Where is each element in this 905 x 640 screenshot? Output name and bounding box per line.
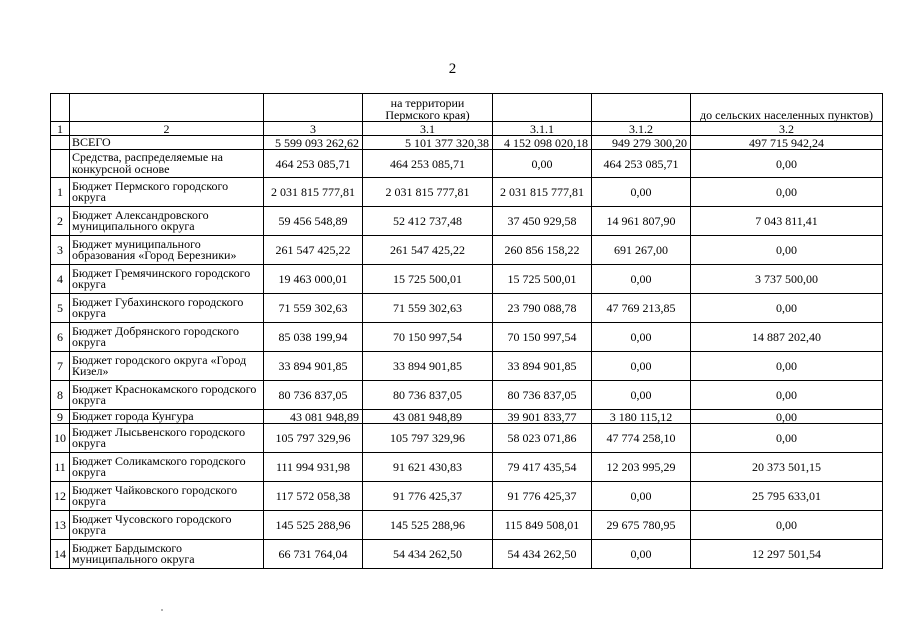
cell-col-3-1-1: 39 901 833,77: [493, 410, 592, 424]
cell-col-3-2: 7 043 811,41: [691, 207, 883, 236]
cell-col-3-1-1: 80 736 837,05: [493, 381, 592, 410]
cell-col-3: 66 731 764,04: [264, 540, 363, 569]
row-index: 14: [51, 540, 70, 569]
row-index: 5: [51, 294, 70, 323]
table-row: [51, 178, 883, 207]
cell-col-3: 71 559 302,63: [264, 294, 363, 323]
row-index: 3: [51, 236, 70, 265]
table-row: [51, 540, 883, 569]
header-cell-idx: [51, 94, 70, 122]
table-row: [51, 323, 883, 352]
cell-col-3-1: 91 776 425,37: [363, 482, 493, 511]
cell-col-3-2: 0,00: [691, 511, 883, 540]
column-numbering-row: [51, 122, 883, 136]
cell-col-3-1: 261 547 425,22: [363, 236, 493, 265]
cell-col-3: 33 894 901,85: [264, 352, 363, 381]
table-row-total: [51, 136, 883, 150]
table-row: [51, 453, 883, 482]
row-name: Бюджет Краснокамского городского округа: [70, 381, 264, 410]
table-row: [51, 150, 883, 178]
header-cell-col-3-1-2: [592, 94, 691, 122]
cell-col-3-1: 2 031 815 777,81: [363, 178, 493, 207]
cell-col-3-1-1: 260 856 158,22: [493, 236, 592, 265]
cell-col-3-1-1: 0,00: [493, 150, 592, 178]
row-name: ВСЕГО: [70, 136, 264, 150]
table-row: [51, 410, 883, 424]
header-cell-name: [70, 94, 264, 122]
row-name: Бюджет Лысьвенского городского округа: [70, 424, 264, 453]
column-number: 3.1: [363, 122, 493, 136]
cell-col-3-1-1: 54 434 262,50: [493, 540, 592, 569]
row-name: Средства, распределяемые на конкурсной основе: [70, 150, 264, 178]
cell-col-3-2: 497 715 942,24: [691, 136, 883, 150]
cell-col-3-1-2: 0,00: [592, 323, 691, 352]
cell-col-3: 85 038 199,94: [264, 323, 363, 352]
cell-col-3-2: 0,00: [691, 178, 883, 207]
cell-col-3-1-1: 70 150 997,54: [493, 323, 592, 352]
cell-col-3-1-2: 0,00: [592, 381, 691, 410]
cell-col-3-1: 15 725 500,01: [363, 265, 493, 294]
column-number: 3.2: [691, 122, 883, 136]
cell-col-3-1-2: 0,00: [592, 352, 691, 381]
cell-col-3-1: 70 150 997,54: [363, 323, 493, 352]
cell-col-3-1-2: 691 267,00: [592, 236, 691, 265]
row-index: [51, 150, 70, 178]
cell-col-3-1-1: 58 023 071,86: [493, 424, 592, 453]
table-row: [51, 352, 883, 381]
row-name: Бюджет Бардымского муниципального округа: [70, 540, 264, 569]
budget-distribution-table: [50, 93, 883, 569]
row-index: 4: [51, 265, 70, 294]
cell-col-3-2: 12 297 501,54: [691, 540, 883, 569]
cell-col-3-1-1: 2 031 815 777,81: [493, 178, 592, 207]
cell-col-3-1: 5 101 377 320,38: [363, 136, 493, 150]
cell-col-3: 19 463 000,01: [264, 265, 363, 294]
table-row: [51, 511, 883, 540]
cell-col-3: 117 572 058,38: [264, 482, 363, 511]
page-number: 2: [448, 61, 457, 77]
row-name: Бюджет Губахинского городского округа: [70, 294, 264, 323]
table-row: [51, 381, 883, 410]
row-name: Бюджет Александровского муниципального округа: [70, 207, 264, 236]
row-index: 6: [51, 323, 70, 352]
cell-col-3-1-1: 15 725 500,01: [493, 265, 592, 294]
row-name: Бюджет муниципального образования «Город Березники»: [70, 236, 264, 265]
row-index: 1: [51, 178, 70, 207]
column-number: 3.1.1: [493, 122, 592, 136]
cell-col-3-1-1: 4 152 098 020,18: [493, 136, 592, 150]
row-index: 8: [51, 381, 70, 410]
column-number: 1: [51, 122, 70, 136]
column-number: 3.1.2: [592, 122, 691, 136]
table-header-row: [51, 94, 883, 122]
cell-col-3: 80 736 837,05: [264, 381, 363, 410]
cell-col-3-1-2: 47 774 258,10: [592, 424, 691, 453]
cell-col-3-1: 71 559 302,63: [363, 294, 493, 323]
row-index: 13: [51, 511, 70, 540]
cell-col-3-1-1: 79 417 435,54: [493, 453, 592, 482]
row-index: [51, 136, 70, 150]
cell-col-3-1-2: 29 675 780,95: [592, 511, 691, 540]
cell-col-3-1-2: 949 279 300,20: [592, 136, 691, 150]
row-name: Бюджет города Кунгура: [70, 410, 264, 424]
column-number: 2: [70, 122, 264, 136]
cell-col-3: 105 797 329,96: [264, 424, 363, 453]
cell-col-3-2: 0,00: [691, 294, 883, 323]
cell-col-3-1-2: 0,00: [592, 265, 691, 294]
table-row: [51, 294, 883, 323]
cell-col-3-2: 0,00: [691, 410, 883, 424]
row-name: Бюджет Чусовского городского округа: [70, 511, 264, 540]
cell-col-3-2: 20 373 501,15: [691, 453, 883, 482]
cell-col-3-2: 14 887 202,40: [691, 323, 883, 352]
table-row: [51, 207, 883, 236]
cell-col-3-2: 25 795 633,01: [691, 482, 883, 511]
cell-col-3-1-2: 0,00: [592, 178, 691, 207]
table-row: [51, 236, 883, 265]
cell-col-3: 464 253 085,71: [264, 150, 363, 178]
cell-col-3-2: 3 737 500,00: [691, 265, 883, 294]
cell-col-3: 59 456 548,89: [264, 207, 363, 236]
header-cell-col-3-1: на территории Пермского края): [363, 94, 493, 122]
cell-col-3-1-2: 0,00: [592, 540, 691, 569]
cell-col-3-1: 43 081 948,89: [363, 410, 493, 424]
cell-col-3-1: 52 412 737,48: [363, 207, 493, 236]
cell-col-3-1: 80 736 837,05: [363, 381, 493, 410]
scan-speck: [161, 609, 163, 611]
cell-col-3-1-1: 33 894 901,85: [493, 352, 592, 381]
row-index: 2: [51, 207, 70, 236]
table-row: [51, 265, 883, 294]
cell-col-3-1-2: 464 253 085,71: [592, 150, 691, 178]
row-name: Бюджет Добрянского городского округа: [70, 323, 264, 352]
cell-col-3-1-2: 14 961 807,90: [592, 207, 691, 236]
row-index: 11: [51, 453, 70, 482]
row-name: Бюджет Пермского городского округа: [70, 178, 264, 207]
header-cell-col-3: [264, 94, 363, 122]
row-index: 10: [51, 424, 70, 453]
cell-col-3-1: 145 525 288,96: [363, 511, 493, 540]
cell-col-3-2: 0,00: [691, 381, 883, 410]
cell-col-3: 5 599 093 262,62: [264, 136, 363, 150]
cell-col-3-1: 54 434 262,50: [363, 540, 493, 569]
cell-col-3-2: 0,00: [691, 236, 883, 265]
cell-col-3-1-2: 0,00: [592, 482, 691, 511]
cell-col-3-1: 91 621 430,83: [363, 453, 493, 482]
row-name: Бюджет Гремячинского городского округа: [70, 265, 264, 294]
cell-col-3-1-2: 12 203 995,29: [592, 453, 691, 482]
column-number: 3: [264, 122, 363, 136]
cell-col-3-1-1: 37 450 929,58: [493, 207, 592, 236]
cell-col-3-1-2: 3 180 115,12: [592, 410, 691, 424]
row-index: 9: [51, 410, 70, 424]
cell-col-3-2: 0,00: [691, 352, 883, 381]
cell-col-3-1-1: 91 776 425,37: [493, 482, 592, 511]
cell-col-3-2: 0,00: [691, 150, 883, 178]
cell-col-3: 145 525 288,96: [264, 511, 363, 540]
cell-col-3: 43 081 948,89: [264, 410, 363, 424]
table-row: [51, 482, 883, 511]
header-cell-col-3-2: до сельских населенных пунктов): [691, 94, 883, 122]
cell-col-3-1: 33 894 901,85: [363, 352, 493, 381]
row-index: 12: [51, 482, 70, 511]
cell-col-3-1-1: 115 849 508,01: [493, 511, 592, 540]
cell-col-3-1: 464 253 085,71: [363, 150, 493, 178]
cell-col-3-2: 0,00: [691, 424, 883, 453]
header-cell-col-3-1-1: [493, 94, 592, 122]
cell-col-3-1: 105 797 329,96: [363, 424, 493, 453]
cell-col-3: 111 994 931,98: [264, 453, 363, 482]
cell-col-3: 261 547 425,22: [264, 236, 363, 265]
row-index: 7: [51, 352, 70, 381]
cell-col-3-1-2: 47 769 213,85: [592, 294, 691, 323]
cell-col-3: 2 031 815 777,81: [264, 178, 363, 207]
row-name: Бюджет Соликамского городского округа: [70, 453, 264, 482]
table-row: [51, 424, 883, 453]
row-name: Бюджет Чайковского городского округа: [70, 482, 264, 511]
cell-col-3-1-1: 23 790 088,78: [493, 294, 592, 323]
row-name: Бюджет городского округа «Город Кизел»: [70, 352, 264, 381]
